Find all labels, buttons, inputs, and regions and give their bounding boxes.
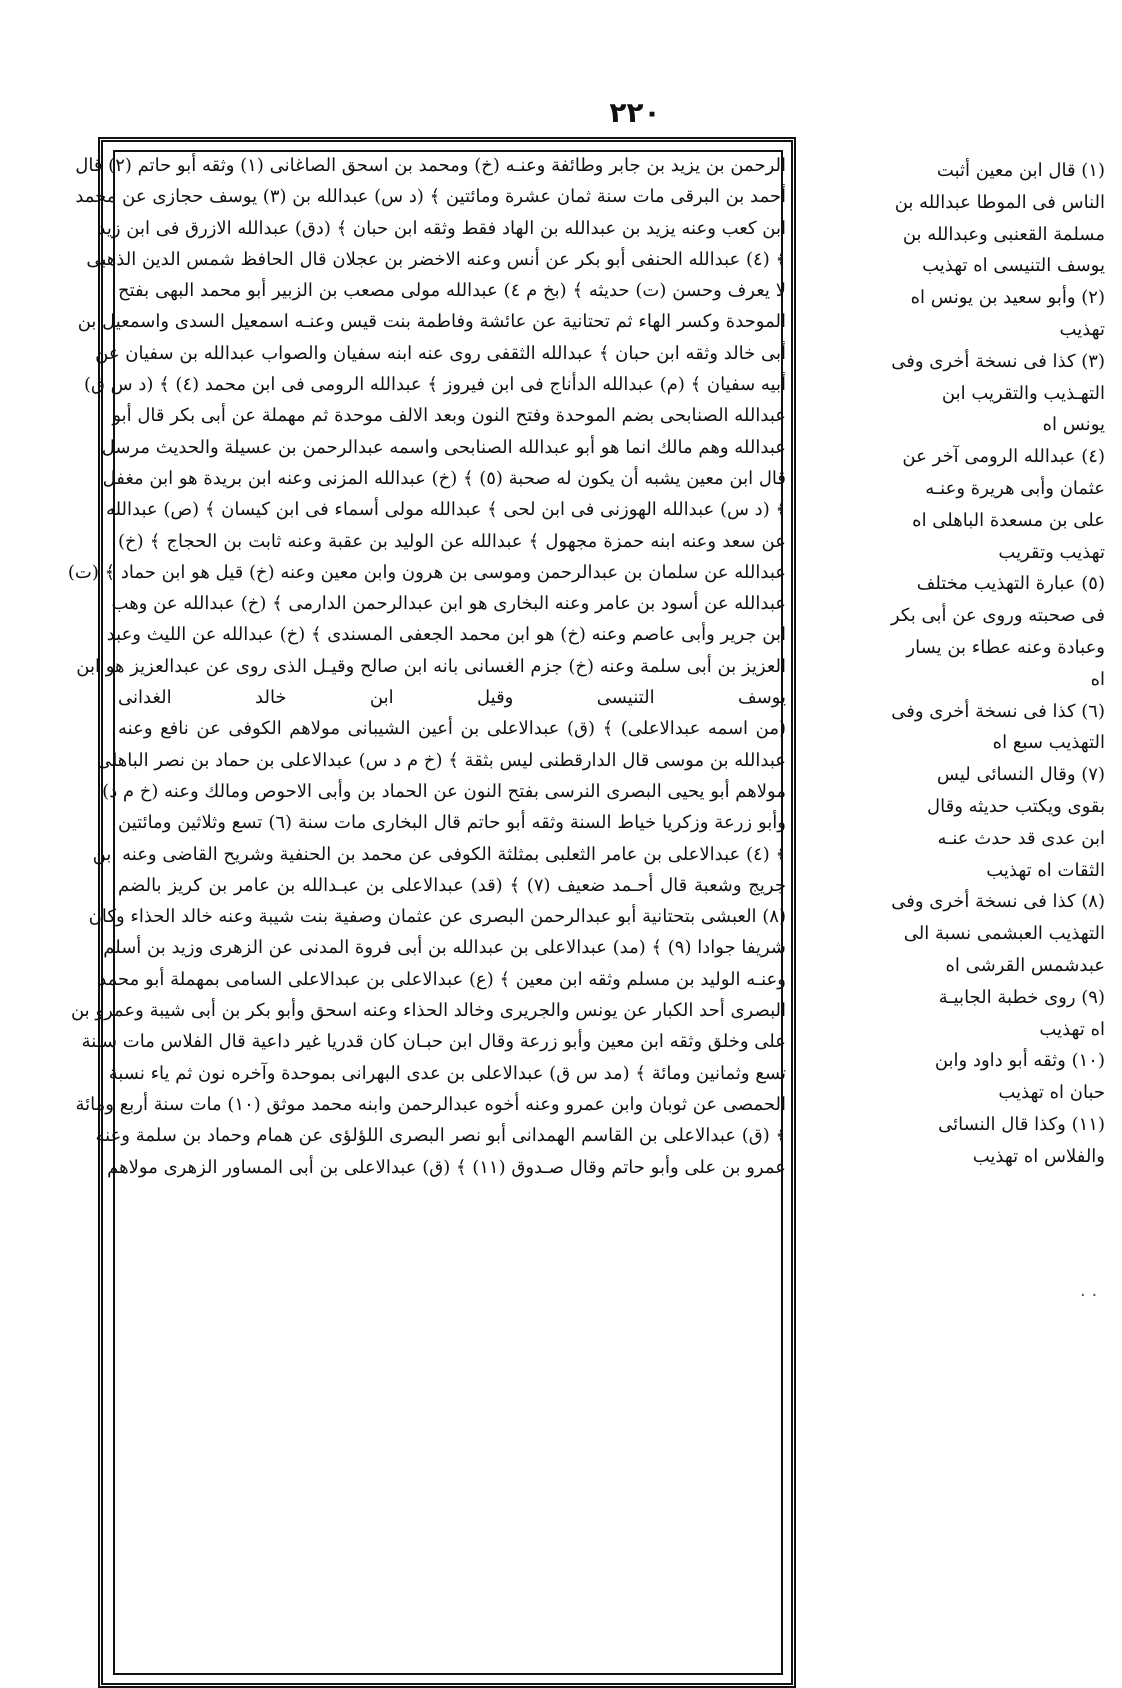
main-text-line: ابن كعب وعنه يزيد بن عبدالله بن الهاد فقط وثقه ابن حبان ﴾ (دق) عبدالله الازرق فى ابن زيد [97,217,786,239]
footnote-line: (٣) كذا فى نسخة أخرى وفى [891,350,1105,372]
main-text-line: البصرى أحد الكبار عن يونس والجريرى وخالد الحذاء وعنه اسحق وأبو بكر بن أبى شيبة وعمرو بن [70,1000,786,1022]
footnote-line: التهذيب سبع اه [992,732,1105,754]
main-text-line: قال ابن معين يشبه أن يكون له صحبة (٥) ﴾ (خ) عبدالله المزنى وعنه ابن بريدة هو ابن مغفل [102,467,786,489]
main-text-line: عبدالله عن سلمان بن عبدالرحمن وموسى بن هرون وابن معين وعنه (خ) قيل هو ابن حماد ﴾ (ت) [67,561,786,583]
main-text-line: يوسف التنيسى وقيل ابن خالد الغدانى [118,687,786,709]
footnote-line: اه [1090,668,1105,690]
footnote-line: يونس اه [1042,414,1105,436]
main-text-line: عبدالله عن أسود بن عامر وعنه البخارى هو ابن عبدالرحمن الدارمى ﴾ (خ) عبدالله عن وهب [111,593,786,615]
footnote-line: (٢) وأبو سعيد بن يونس اه [910,287,1105,309]
footnotes-column [805,155,1105,1555]
footnote-line: على بن مسعدة الباهلى اه [912,509,1105,531]
main-text-line: أبيه سفيان ﴾ (م) عبدالله الدأناج فى ابن فيروز ﴾ عبدالله الرومى فى ابن محمد (٤) ﴾ (د س ق) [83,374,786,396]
footnote-line: اه تهذيب [1039,1018,1105,1040]
main-text-line: (٨) العبشى بتحتانية أبو عبدالرحمن البصرى عن عثمان وصفية بنت شيبة وعنه خالد الحذاء وكان [88,906,786,928]
main-text-line: أحمد بن البرقى مات سنة ثمان عشرة ومائتين ﴾ (د س) عبدالله بن (٣) يوسف حجازى عن محمد [75,186,786,208]
main-text-line: ﴾ (٤) عبدالاعلى بن عامر الثعلبى بمثلثة الكوفى عن محمد بن الحنفية وشريح القاضى وعنه ابن [92,843,786,865]
main-text-line: عبدالله وهم مالك انما هو أبو عبدالله الصنابحى واسمه عبدالرحمن بن عسيلة والحديث مرسل [101,436,786,458]
main-text-line: عن سعد وعنه ابنه حمزة مجهول ﴾ عبدالله عن الوليد بن عقبة وعنه ثابت بن الحجاج ﴾ (خ) [118,530,786,552]
footnote-line: (٥) عبارة التهذيب مختلف [916,573,1105,595]
main-text-line: مولاهم أبو يحيى البصرى النرسى بفتح النون عن الحماد بن وأبى الاحوص ومالك وعنه (خ م د) [102,780,786,802]
footnote-line: وعبادة وعنه عطاء بن يسار [906,636,1105,658]
main-text-line: عمرو بن على وأبو حاتم وقال صـدوق (١١) ﴾ (ق) عبدالاعلى بن أبى المساور الزهرى مولاهم [107,1156,786,1178]
footnote-line: الناس فى الموطا عبدالله بن [894,191,1105,213]
main-text-line: (من اسمه عبدالاعلى) ﴾ (ق) عبدالاعلى بن أعين الشيبانى مولاهم الكوفى عن نافع وعنه [118,718,786,740]
main-text-line: العزيز بن أبى سلمة وعنه (خ) جزم الغسانى بانه ابن صالح وقيـل الذى روى عن عبدالعزيز هو ابن [76,655,786,677]
main-text-line: ﴾ (ق) عبدالاعلى بن القاسم الهمدانى أبو نصر البصرى اللؤلؤى عن همام وحماد بن سلمة وعنه [95,1125,786,1147]
footnote-line: (٧) وقال النسائى ليس [936,764,1105,786]
footnote-line: (٩) روى خطبة الجابيـة [938,986,1105,1008]
main-text-line: الرحمن بن يزيد بن جابر وطائفة وعنـه (خ) ومحمد بن اسحق الصاغانى (١) وثقه أبو حاتم (٢) قال [75,155,786,176]
main-text-line: تسع وثمانين ومائة ﴾ (مد س ق) عبدالاعلى بن عدى البهرانى بموحدة وآخره نون ثم ياء نسبة [108,1062,786,1084]
footnote-line: (٦) كذا فى نسخة أخرى وفى [891,700,1105,722]
main-text-line: شريفا جوادا (٩) ﴾ (مد) عبدالاعلى بن عبدالله بن أبى فروة المدنى عن الزهرى وزيد بن أسلم [103,937,786,959]
footnote-line: فى صحبته وروى عن أبى بكر [890,605,1105,627]
footnote-line: (٤) عبدالله الرومى آخر عن [902,446,1105,468]
main-text-line: عبدالله بن موسى قال الدارقطنى ليس بثقة ﴾ (خ م د س) عبدالاعلى بن حماد بن نصر الباهلى [96,749,786,771]
footnote-line: ابن عدى قد حدث عنـه [937,827,1105,849]
footnote-line: عثمان وأبى هريرة وعنـه [925,477,1105,499]
main-text-line: لا يعرف وحسن (ت) حديثه ﴾ (بخ م ٤) عبدالله مولى مصعب بن الزبير أبو محمد البهى بفتح [118,280,786,302]
main-text-line: ابن جرير وأبى عاصم وعنه (خ) هو ابن محمد الجعفى المسندى ﴾ (خ) عبدالله عن الليث وعبد [106,624,786,646]
footnote-line: (١١) وكذا قال النسائى [938,1113,1105,1135]
main-text-line: جريج وشعبة قال أحـمد ضعيف (٧) ﴾ (قد) عبدالاعلى بن عبـدالله بن عامر بن كريز بالضم [118,874,786,896]
footnote-line: عبدشمس القرشى اه [945,954,1105,976]
main-text-line: ﴾ (٤) عبدالله الحنفى أبو بكر عن أنس وعنه الاخضر بن عجلان قال الحافظ شمس الدين الذهبى [86,248,786,270]
footnote-line: يوسف التنيسى اه تهذيب [922,255,1105,277]
page-number: ٢٢٠ [609,96,661,129]
main-text-line: وأبو زرعة وزكريا خياط السنة وثقه أبو حاتم قال البخارى مات سنة (٦) تسع وثلاثين ومائتين [118,812,786,834]
footnote-line: والفلاس اه تهذيب [972,1145,1105,1167]
main-text-line: الموحدة وكسر الهاء ثم تحتانية عن عائشة وفاطمة بنت قيس وعنـه اسمعيل السدى واسمعيل بن [77,311,786,333]
footnote-line: تهذيب [1059,318,1105,340]
margin-dots: . . [1080,1280,1098,1301]
main-text-line: ﴾ (د س) عبدالله الهوزنى فى ابن لحى ﴾ عبدالله مولى أسماء فى ابن كيسان ﴾ (ص) عبدالله [105,499,786,521]
footnote-line: التهذيب العبشمى نسبة الى [903,923,1105,945]
footnote-line: (١) قال ابن معين أثبت [936,160,1105,181]
main-text-line: على وخلق وثقه ابن معين وأبو زرعة وقال ابن حبـان كان قدريا غير داعية قال الفلاس مات سـنة [81,1031,786,1053]
main-text-line: الحمصى عن ثوبان وابن عمرو وعنه أخوه عبدالرحمن وابنه محمد موثق (١٠) مات سنة أربع ومائة [75,1093,786,1115]
main-text-line: عبدالله الصنابحى بضم الموحدة وفتح النون وبعد الالف موحدة ثم مهملة عن أبى بكر قال أبو [112,405,786,427]
main-text-line: أبى خالد وثقه ابن حبان ﴾ عبدالله الثقفى روى عنه ابنه سفيان والصواب عبدالله بن سفيان عن [95,342,786,364]
main-text-line: وعنـه الوليد بن مسلم وثقه ابن معين ﴾ (ع) عبدالاعلى بن عبدالاعلى السامى بمهملة أبو محمد [98,968,786,990]
main-text-column [67,150,786,1390]
footnote-line: حبان اه تهذيب [998,1082,1105,1104]
footnote-line: (٨) كذا فى نسخة أخرى وفى [891,891,1105,913]
footnote-line: التهـذيب والتقريب ابن [941,382,1105,404]
footnote-line: تهذيب وتقريب [998,541,1105,563]
footnote-line: مسلمة القعنبى وعبدالله بن [902,223,1105,245]
footnote-line: (١٠) وثقه أبو داود وابن [934,1050,1105,1072]
footnote-line: بقوى ويكتب حديثه وقال [927,795,1105,817]
footnote-line: الثقات اه تهذيب [986,859,1105,881]
